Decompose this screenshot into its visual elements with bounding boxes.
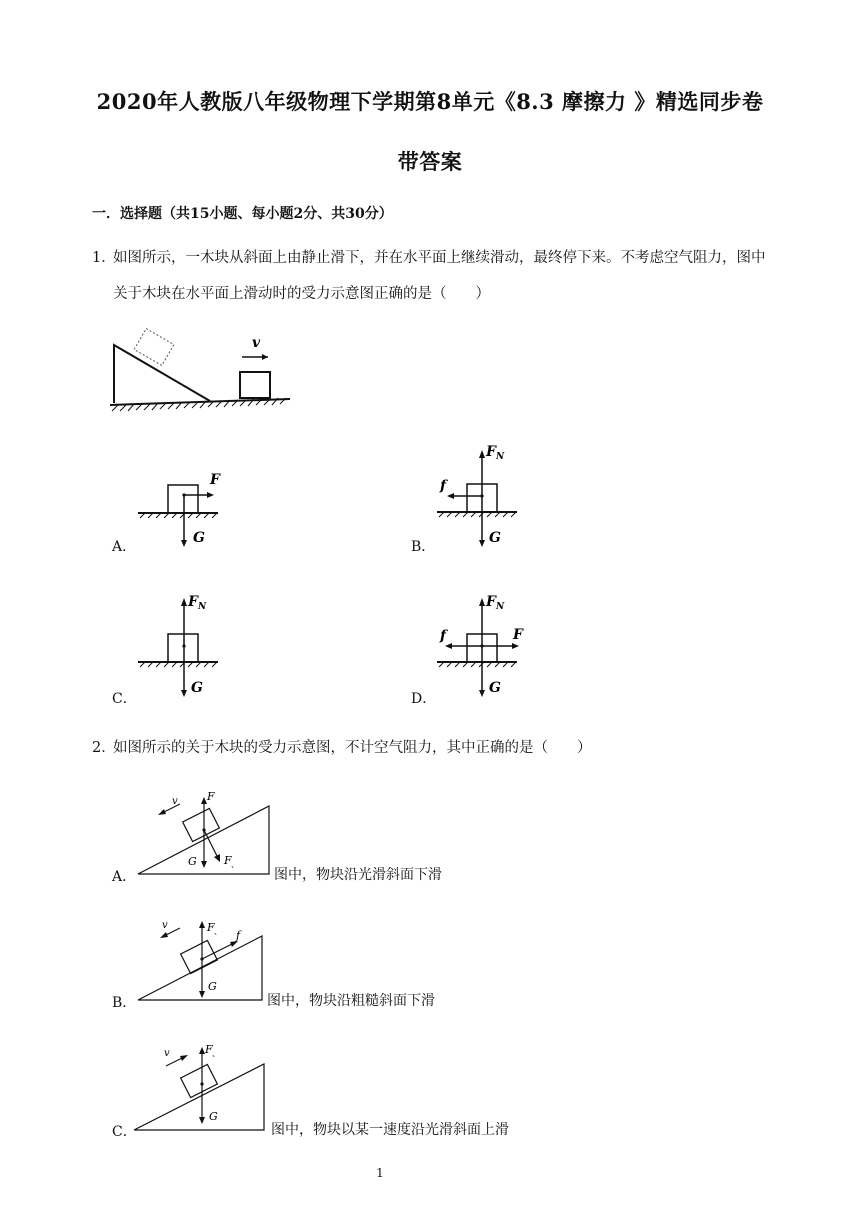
force-F-label: F — [513, 627, 523, 643]
q1-option-a-diagram — [138, 468, 238, 550]
velocity-label: v — [164, 1048, 170, 1059]
q1-option-b-label[interactable]: B． — [411, 539, 436, 555]
q1-option-c-label[interactable]: C． — [112, 691, 137, 707]
q2-option-a-label[interactable]: A． — [112, 869, 137, 885]
velocity-label: v — [172, 796, 178, 807]
q2-option-a-caption: 图中，物块沿光滑斜面下滑 — [274, 867, 442, 883]
q1-option-d-label[interactable]: D． — [411, 691, 437, 707]
q2-option-c-caption: 图中，物块以某一速度沿光滑斜面上滑 — [271, 1122, 509, 1138]
q2-text: 如图所示的关于木块的受力示意图，不计空气阻力，其中正确的是（ ） — [113, 740, 592, 756]
force-G-label: G — [193, 530, 205, 546]
page-title: 2020年人教版八年级物理下学期第8单元《8.3 摩擦力 》精选同步卷 — [96, 89, 764, 114]
force-FN-subscript: N — [198, 602, 207, 612]
force-F-label: F — [210, 472, 220, 488]
force-f-label: f — [440, 478, 447, 494]
force-G-label: G — [188, 855, 197, 868]
q1-option-d-diagram — [437, 590, 537, 702]
q1-text-line2: 关于木块在水平面上滑动时的受力示意图正确的是（ ） — [113, 286, 490, 302]
force-G-label: G — [208, 980, 217, 993]
force-FN-subscript: N — [496, 452, 505, 462]
force-f-label: f — [440, 628, 447, 644]
page-number: 1 — [376, 1166, 384, 1180]
section-heading: 一．选择题（共15小题、每小题2分、共30分） — [92, 206, 393, 222]
q2-option-c-diagram — [134, 1040, 269, 1135]
q2-option-a-diagram — [138, 788, 273, 878]
q2-option-b-label[interactable]: B． — [112, 995, 137, 1011]
force-G-label: G — [209, 1110, 218, 1123]
force-F-subscript: 、 — [214, 927, 222, 936]
page-title-line2: 带答案 — [397, 149, 463, 174]
q1-number: 1． — [92, 250, 116, 266]
q1-option-c-diagram — [138, 590, 238, 702]
q1-text-line1: 如图所示，一木块从斜面上由静止滑下，并在水平面上继续滑动，最终停下来。不考虑空气阻力，图中 — [113, 250, 766, 266]
force-F-label: F — [207, 790, 215, 803]
velocity-label: v — [252, 335, 261, 351]
q1-incline-figure — [110, 325, 295, 415]
force-F2-label: F — [224, 854, 232, 867]
force-F-label: F — [207, 921, 215, 934]
q1-option-a-label[interactable]: A． — [112, 539, 137, 555]
q2-option-c-label[interactable]: C． — [112, 1124, 137, 1140]
q2-number: 2． — [92, 740, 116, 756]
q2-option-b-caption: 图中，物块沿粗糙斜面下滑 — [267, 993, 435, 1009]
velocity-label: v — [162, 920, 168, 931]
q2-option-b-diagram — [138, 914, 268, 1004]
force-F-subscript: 、 — [212, 1049, 220, 1058]
force-F2-subscript: 、 — [231, 860, 239, 869]
force-FN-label: F — [486, 444, 496, 460]
force-FN-label: F — [188, 594, 198, 610]
force-G-label: G — [191, 680, 203, 696]
force-f-label: f — [236, 929, 241, 942]
force-F-label: F — [205, 1043, 213, 1056]
q1-option-b-diagram — [437, 440, 537, 552]
force-G-label: G — [489, 680, 501, 696]
force-FN-label: F — [486, 594, 496, 610]
force-G-label: G — [489, 530, 501, 546]
force-FN-subscript: N — [496, 602, 505, 612]
